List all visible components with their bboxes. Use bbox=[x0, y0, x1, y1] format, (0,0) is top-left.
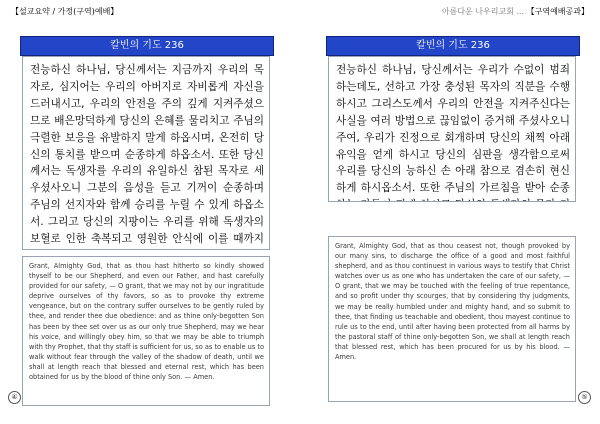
left-korean-prayer: 전능하신 하나님, 당신께서는 지금까지 우리의 목자로, 심지어는 우리의 아버지로 자비롭게 자신을 드러내시고, 우리의 안전을 주의 깊게 지켜주셨으므로 배은망덕하게 당신의 은혜를 물리치고 주님의 극렬한 보응을 유발하지 말게 하옵시며, 온전히 당신의 통치를 받으며 순종하게 하옵소서. 또한 당신께서는 독생자를 우리의 유일하신 참된 목자로 세우셨사오니 그분의 음성을 듣고 기꺼이 순종하며 주님의 선지자와 함께 승리를 누릴 수 있게 하옵소서. 그리고 당신의 지팡이는 우리를 위해 독생자의 보혈로 인한 축복되고 영원한 안식에 이를 때까지 bbox=[22, 56, 270, 250]
left-page-number: ④ bbox=[8, 391, 21, 404]
right-page-number: ⑤ bbox=[578, 391, 591, 404]
right-korean-prayer: 전능하신 하나님, 당신께서는 우리가 수없이 범죄하는데도, 선하고 가장 충성된 목자의 직분을 수행하시고 그리스도께서 우리의 안전을 지켜주신다는 사실을 여러 방법으로 끊임없이 증거해 주셨사오니 주여, 우리가 진정으로 회개하며 당신의 채찍 아래 유익을 얻게 하시고 당신의 심판을 생각함으로써 우리를 당신의 능하신 손 아래 참으로 겸손히 현신하게 하시옵소서. 또한 주님의 가르침을 받아 순종 bbox=[328, 56, 576, 202]
left-english-prayer: Grant, Almighty God, that as thou hast hitherto so kindly showed thyself to be our Shepherd, and even our Father, and hast carefully provided for our safety, — O grant, that we may not by our ingratitude deprive ourselves of thy favors, so as to provoke thy extreme vengeance, but on the contrary suffer ourselves to be gently ruled by thee, and render thee due obedience: and as thine only-begotten Son has been by thee set over us as our only true Shepherd, may we hear his voice, and willingly obey him, so that we may be able to triumph with thy Prophet, that thy staff is sufficient for us, so as to enable us to walk without fear through the valley of the shadow of death, until we shall at length reach that blessed and eternal rest, which has been obtained for us by the blood of thine only Son. — Amen. bbox=[22, 256, 270, 406]
right-header-church: 아름다운 나우리교회 ... bbox=[441, 7, 527, 16]
right-prayer-title: 칼빈의 기도 236 bbox=[326, 36, 580, 56]
right-header-label: 【구역예배공과】 bbox=[526, 7, 589, 16]
right-page bbox=[300, 0, 600, 424]
right-english-prayer: Grant, Almighty God, that as thou ceasest not, though provoked by our many sins, to discharge the office of a good and most faithful shepherd, and as thou continuest in various ways to testify that Christ watches over us as one who has undertaken the care of our safety, — O grant, that we may be touched with the feeling of true repentance, and so profit under thy scourges, that by considering thy judgments, we may be really humbled under and mighty hand, and so submit to thee, that finding us teachable and obedient, thou mayest continue to rule us to the end, until after having been protected from all harms by the pastoral staff of thine only-begotten Son, we shall at length reach that blessed rest, which has been procured for us by his blood. — Amen. bbox=[328, 236, 576, 402]
left-prayer-title: 칼빈의 기도 236 bbox=[20, 36, 274, 56]
left-header: 【설교요약 / 가정(구역)예배】 bbox=[11, 7, 119, 16]
right-header bbox=[442, 7, 589, 17]
